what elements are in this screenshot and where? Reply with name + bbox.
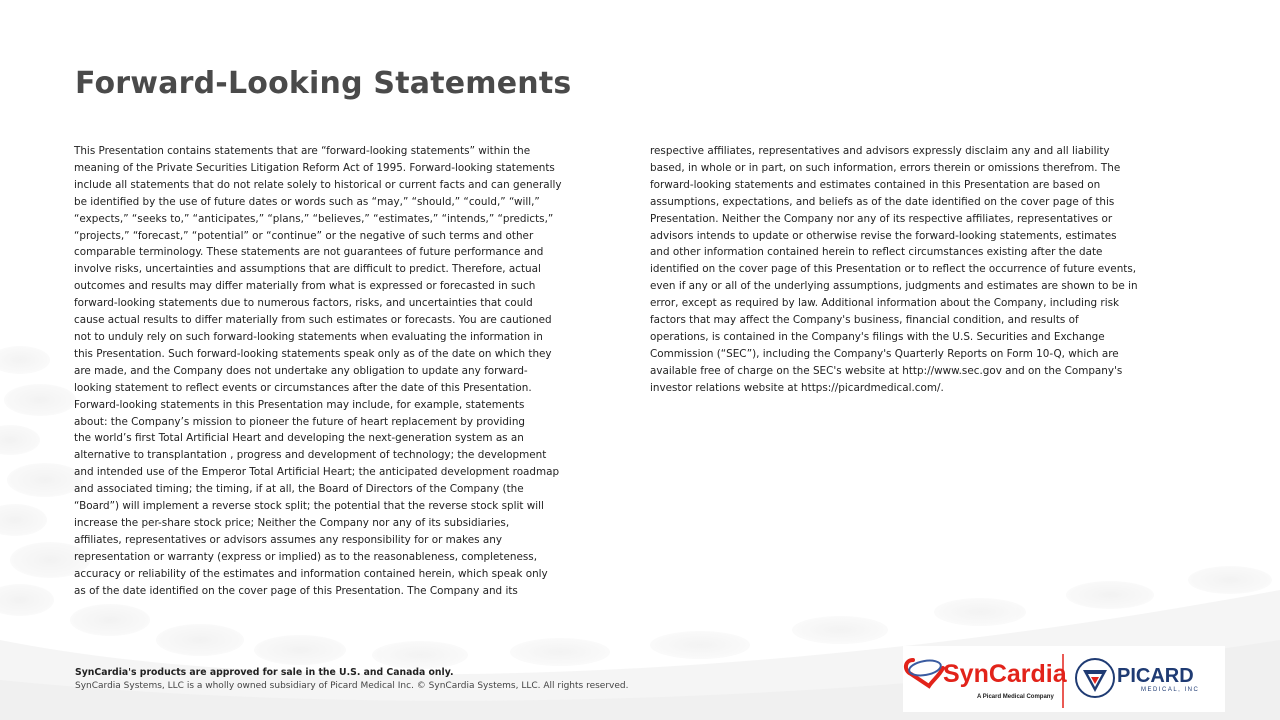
text-line: not to unduly rely on such forward-looking statements when evaluating the information in [74, 330, 543, 343]
text-line: as of the date identified on the cover page of this Presentation. The Company and its [74, 584, 518, 597]
text-line: investor relations website at https://picardmedical.com/. [650, 381, 944, 394]
text-line: This Presentation contains statements that are “forward-looking statements” within the [74, 145, 531, 157]
logo-area [903, 646, 1225, 712]
text-line: respective affiliates, representatives and advisors expressly disclaim any and all liability [650, 145, 1110, 157]
picard-subtitle: MEDICAL, INC [1141, 687, 1200, 693]
text-line: include all statements that do not relate solely to historical or current facts and can generally [74, 178, 562, 191]
text-line: error, except as required by law. Additional information about the Company, including risk [650, 297, 1120, 310]
text-line: involve risks, uncertainties and assumptions that are difficult to predict. Therefore, actual [74, 263, 541, 276]
text-line: about: the Company’s mission to pioneer the future of heart replacement by providing [74, 415, 525, 428]
footer [75, 666, 628, 693]
text-line: outcomes and results may differ materially from what is expressed or forecasted in such [74, 280, 536, 293]
text-line: “projects,” “forecast,” “potential” or “continue” or the negative of such terms and other [74, 229, 534, 242]
syncardia-tagline: A Picard Medical Company [977, 694, 1054, 700]
text-line: Presentation. Neither the Company nor any of its respective affiliates, representatives or [650, 212, 1113, 225]
text-line: increase the per-share stock price; Neither the Company nor any of its subsidiaries, [74, 516, 510, 529]
syncardia-wordmark: SynCardia [943, 660, 1067, 688]
text-line: meaning of the Private Securities Litigation Reform Act of 1995. Forward-looking statements [74, 161, 555, 174]
text-line: Forward-looking statements in this Presentation may include, for example, statements [74, 398, 525, 411]
copyright-note: SynCardia Systems, LLC is a wholly owned subsidiary of Picard Medical Inc. © SynCardia Systems, LLC. All rights reserved. [75, 681, 629, 691]
text-line: are made, and the Company does not undertake any obligation to update any forward- [74, 364, 528, 377]
text-line: and other information contained herein to reflect circumstances existing after the date [650, 246, 1103, 259]
text-line: based, in whole or in part, on such information, errors therein or omissions therefrom. The [650, 161, 1121, 174]
text-line: accuracy or reliability of the estimates and information contained herein, which speak only [74, 567, 548, 580]
text-line: the world’s first Total Artificial Heart and developing the next-generation system as an [74, 432, 524, 445]
text-line: factors that may affect the Company's business, financial condition, and results of [650, 314, 1079, 327]
approval-note: SynCardia's products are approved for sale in the U.S. and Canada only. [75, 667, 454, 678]
slide-title: Forward-Looking Statements [75, 66, 572, 101]
text-line: “expects,” “seeks to,” “anticipates,” “plans,” “believes,” “estimates,” “intends,” “predicts,” [74, 212, 554, 225]
picard-logo [1076, 659, 1199, 697]
text-line: comparable terminology. These statements are not guarantees of future performance and [74, 246, 544, 259]
right-text-column [650, 143, 1210, 397]
text-line: affiliates, representatives or advisors assumes any responsibility for or makes any [74, 533, 503, 546]
syncardia-heart-icon [906, 658, 943, 686]
text-line: available free of charge on the SEC's website at http://www.sec.gov and on the Company's [650, 364, 1123, 377]
text-line: be identified by the use of future dates or words such as “may,” “should,” “could,” “will,” [74, 195, 540, 208]
text-line: “Board”) will implement a reverse stock split; the potential that the reverse stock split will [74, 500, 544, 513]
text-line: operations, is contained in the Company's filings with the U.S. Securities and Exchange [650, 330, 1105, 343]
text-line: even if any or all of the underlying assumptions, judgments and estimates are shown to be in [650, 280, 1138, 293]
syncardia-logo [906, 658, 1068, 700]
text-line: Commission (“SEC”), including the Company's Quarterly Reports on Form 10-Q, which are [650, 347, 1119, 360]
text-line: advisors intends to update or otherwise revise the forward-looking statements, estimates [650, 229, 1117, 242]
text-line: and associated timing; the timing, if at all, the Board of Directors of the Company (the [74, 483, 524, 496]
logos-svg [903, 646, 1225, 712]
text-line: and intended use of the Emperor Total Artificial Heart; the anticipated development roadmap [74, 466, 560, 479]
left-text-column [74, 143, 640, 599]
picard-emblem-icon [1076, 659, 1114, 697]
text-line: this Presentation. Such forward-looking statements speak only as of the date on which they [74, 347, 552, 360]
text-line: cause actual results to differ materially from such estimates or forecasts. You are cautioned [74, 314, 552, 327]
text-line: forward-looking statements and estimates contained in this Presentation are based on [650, 178, 1101, 191]
text-line: assumptions, expectations, and beliefs as of the date identified on the cover page of this [650, 195, 1115, 208]
picard-wordmark: PICARD [1117, 665, 1194, 687]
text-line: forward-looking statements due to numerous factors, risks, and uncertainties that could [74, 297, 533, 310]
text-line: representation or warranty (express or implied) as to the reasonableness, completeness, [74, 550, 538, 563]
text-line: identified on the cover page of this Presentation or to reflect the occurrence of future events, [650, 263, 1137, 276]
text-line: looking statement to reflect events or circumstances after the date of this Presentation. [74, 381, 532, 394]
text-line: alternative to transplantation , progress and development of technology; the development [74, 449, 547, 462]
